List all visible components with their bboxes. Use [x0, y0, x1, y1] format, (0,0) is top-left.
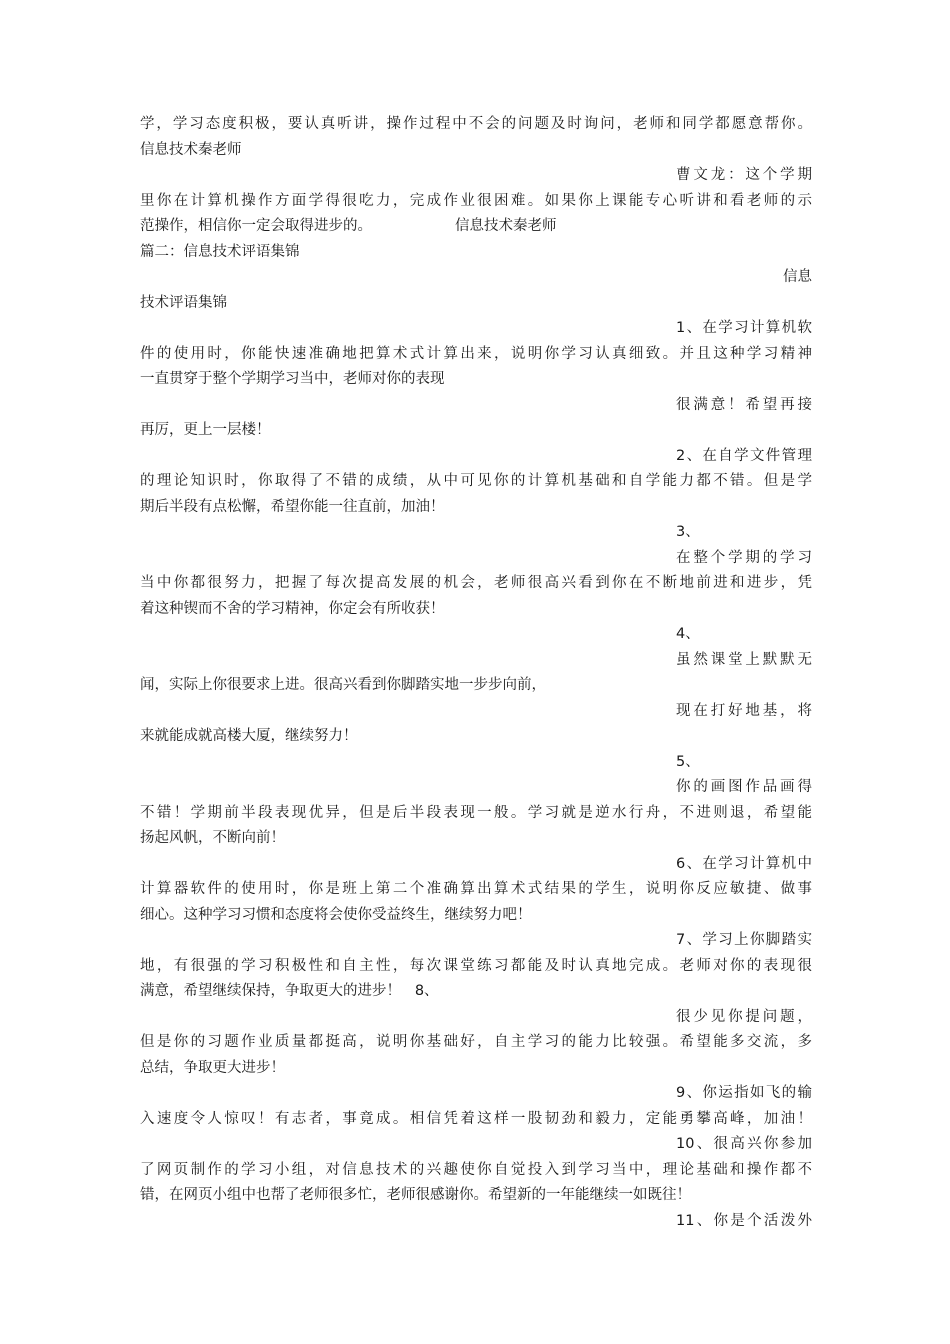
text-line: 4、: [676, 626, 700, 642]
text-line: 地，有很强的学习积极性和自主性，每次课堂练习都能及时认真地完成。老师对你的表现很: [140, 957, 812, 974]
text-line: 现在打好地基，将: [676, 702, 812, 719]
text-line: 信息: [783, 269, 812, 285]
text-line: 细心。这种学习习惯和态度将会使你受益终生，继续努力吧！: [140, 906, 532, 923]
text-line: 来就能成就高楼大厦，继续努力！: [140, 728, 358, 744]
text-line: 范操作，相信你一定会取得进步的。 信息技术秦老师: [140, 218, 557, 234]
text-line: 错，在网页小组中也帮了老师很多忙，老师很感谢你。希望新的一年能继续一如既往！: [140, 1187, 691, 1203]
text-line: 件的使用时，你能快速准确地把算术式计算出来，说明你学习认真细致。并且这种学习精神: [140, 345, 812, 362]
text-line: 不错！学期前半段表现优异，但是后半段表现一般。学习就是逆水行舟，不进则退，希望能: [140, 804, 812, 821]
text-line: 6、在学习计算机中: [676, 855, 812, 872]
text-line: 计算器软件的使用时，你是班上第二个准确算出算术式结果的学生，说明你反应敏捷、做事: [140, 881, 812, 897]
text-line: 总结，争取更大进步！: [140, 1059, 285, 1076]
text-line: 扬起风帆，不断向前！: [140, 830, 285, 846]
text-line: 着这种锲而不舍的学习精神，你定会有所收获！: [140, 600, 445, 617]
text-line: 在整个学期的学习: [676, 549, 812, 566]
text-line: 信息技术秦老师: [140, 141, 242, 158]
text-line: 了网页制作的学习小组，对信息技术的兴趣使你自觉投入到学习当中，理论基础和操作都不: [140, 1161, 812, 1178]
text-line: 3、: [676, 524, 700, 540]
text-line: 虽然课堂上默默无: [676, 651, 812, 668]
document-page: [140, 112, 812, 1234]
text-line: 11、你是个活泼外: [676, 1212, 812, 1229]
text-line: 9、你运指如飞的输: [676, 1085, 812, 1101]
text-line: 1、在学习计算机软: [676, 320, 812, 336]
text-line: 10、很高兴你参加: [676, 1136, 812, 1152]
text-line: 曹文龙：这个学期: [676, 167, 812, 183]
text-line: 入速度令人惊叹！有志者，事竟成。相信凭着这样一股韧劲和毅力，定能勇攀高峰，加油！: [140, 1110, 812, 1127]
text-line: 5、: [676, 753, 700, 770]
text-line: 技术评语集锦: [140, 294, 227, 311]
text-line: 当中你都很努力，把握了每次提高发展的机会，老师很高兴看到你在不断地前进和进步，凭: [140, 575, 812, 591]
text-line: 7、学习上你脚踏实: [676, 932, 812, 948]
text-line: 一直贯穿于整个学期学习当中，老师对你的表现: [140, 371, 445, 387]
text-line: 2、在自学文件管理: [676, 447, 812, 464]
text-line: 里你在计算机操作方面学得很吃力，完成作业很困难。如果你上课能专心听讲和看老师的示: [140, 192, 812, 209]
text-line: 闻，实际上你很要求上进。很高兴看到你脚踏实地一步步向前，: [140, 677, 546, 693]
text-line: 很满意！希望再接: [676, 396, 812, 413]
section-heading: 篇二：信息技术评语集锦: [140, 243, 300, 260]
text-line: 很少见你提问题，: [676, 1008, 812, 1025]
text-line: 再厉，更上一层楼！: [140, 422, 271, 438]
text-line: 你的画图作品画得: [676, 779, 812, 795]
text-line: 满意，希望继续保持，争取更大的进步！ 8、: [140, 983, 439, 999]
text-line: 但是你的习题作业质量都挺高，说明你基础好，自主学习的能力比较强。希望能多交流，多: [140, 1034, 812, 1050]
text-line: 的理论知识时，你取得了不错的成绩，从中可见你的计算机基础和自学能力都不错。但是学: [140, 473, 812, 489]
text-line: 期后半段有点松懈，希望你能一往直前，加油！: [140, 498, 445, 515]
text-line: 学，学习态度积极，要认真听讲，操作过程中不会的问题及时询问，老师和同学都愿意帮你。: [140, 116, 812, 132]
